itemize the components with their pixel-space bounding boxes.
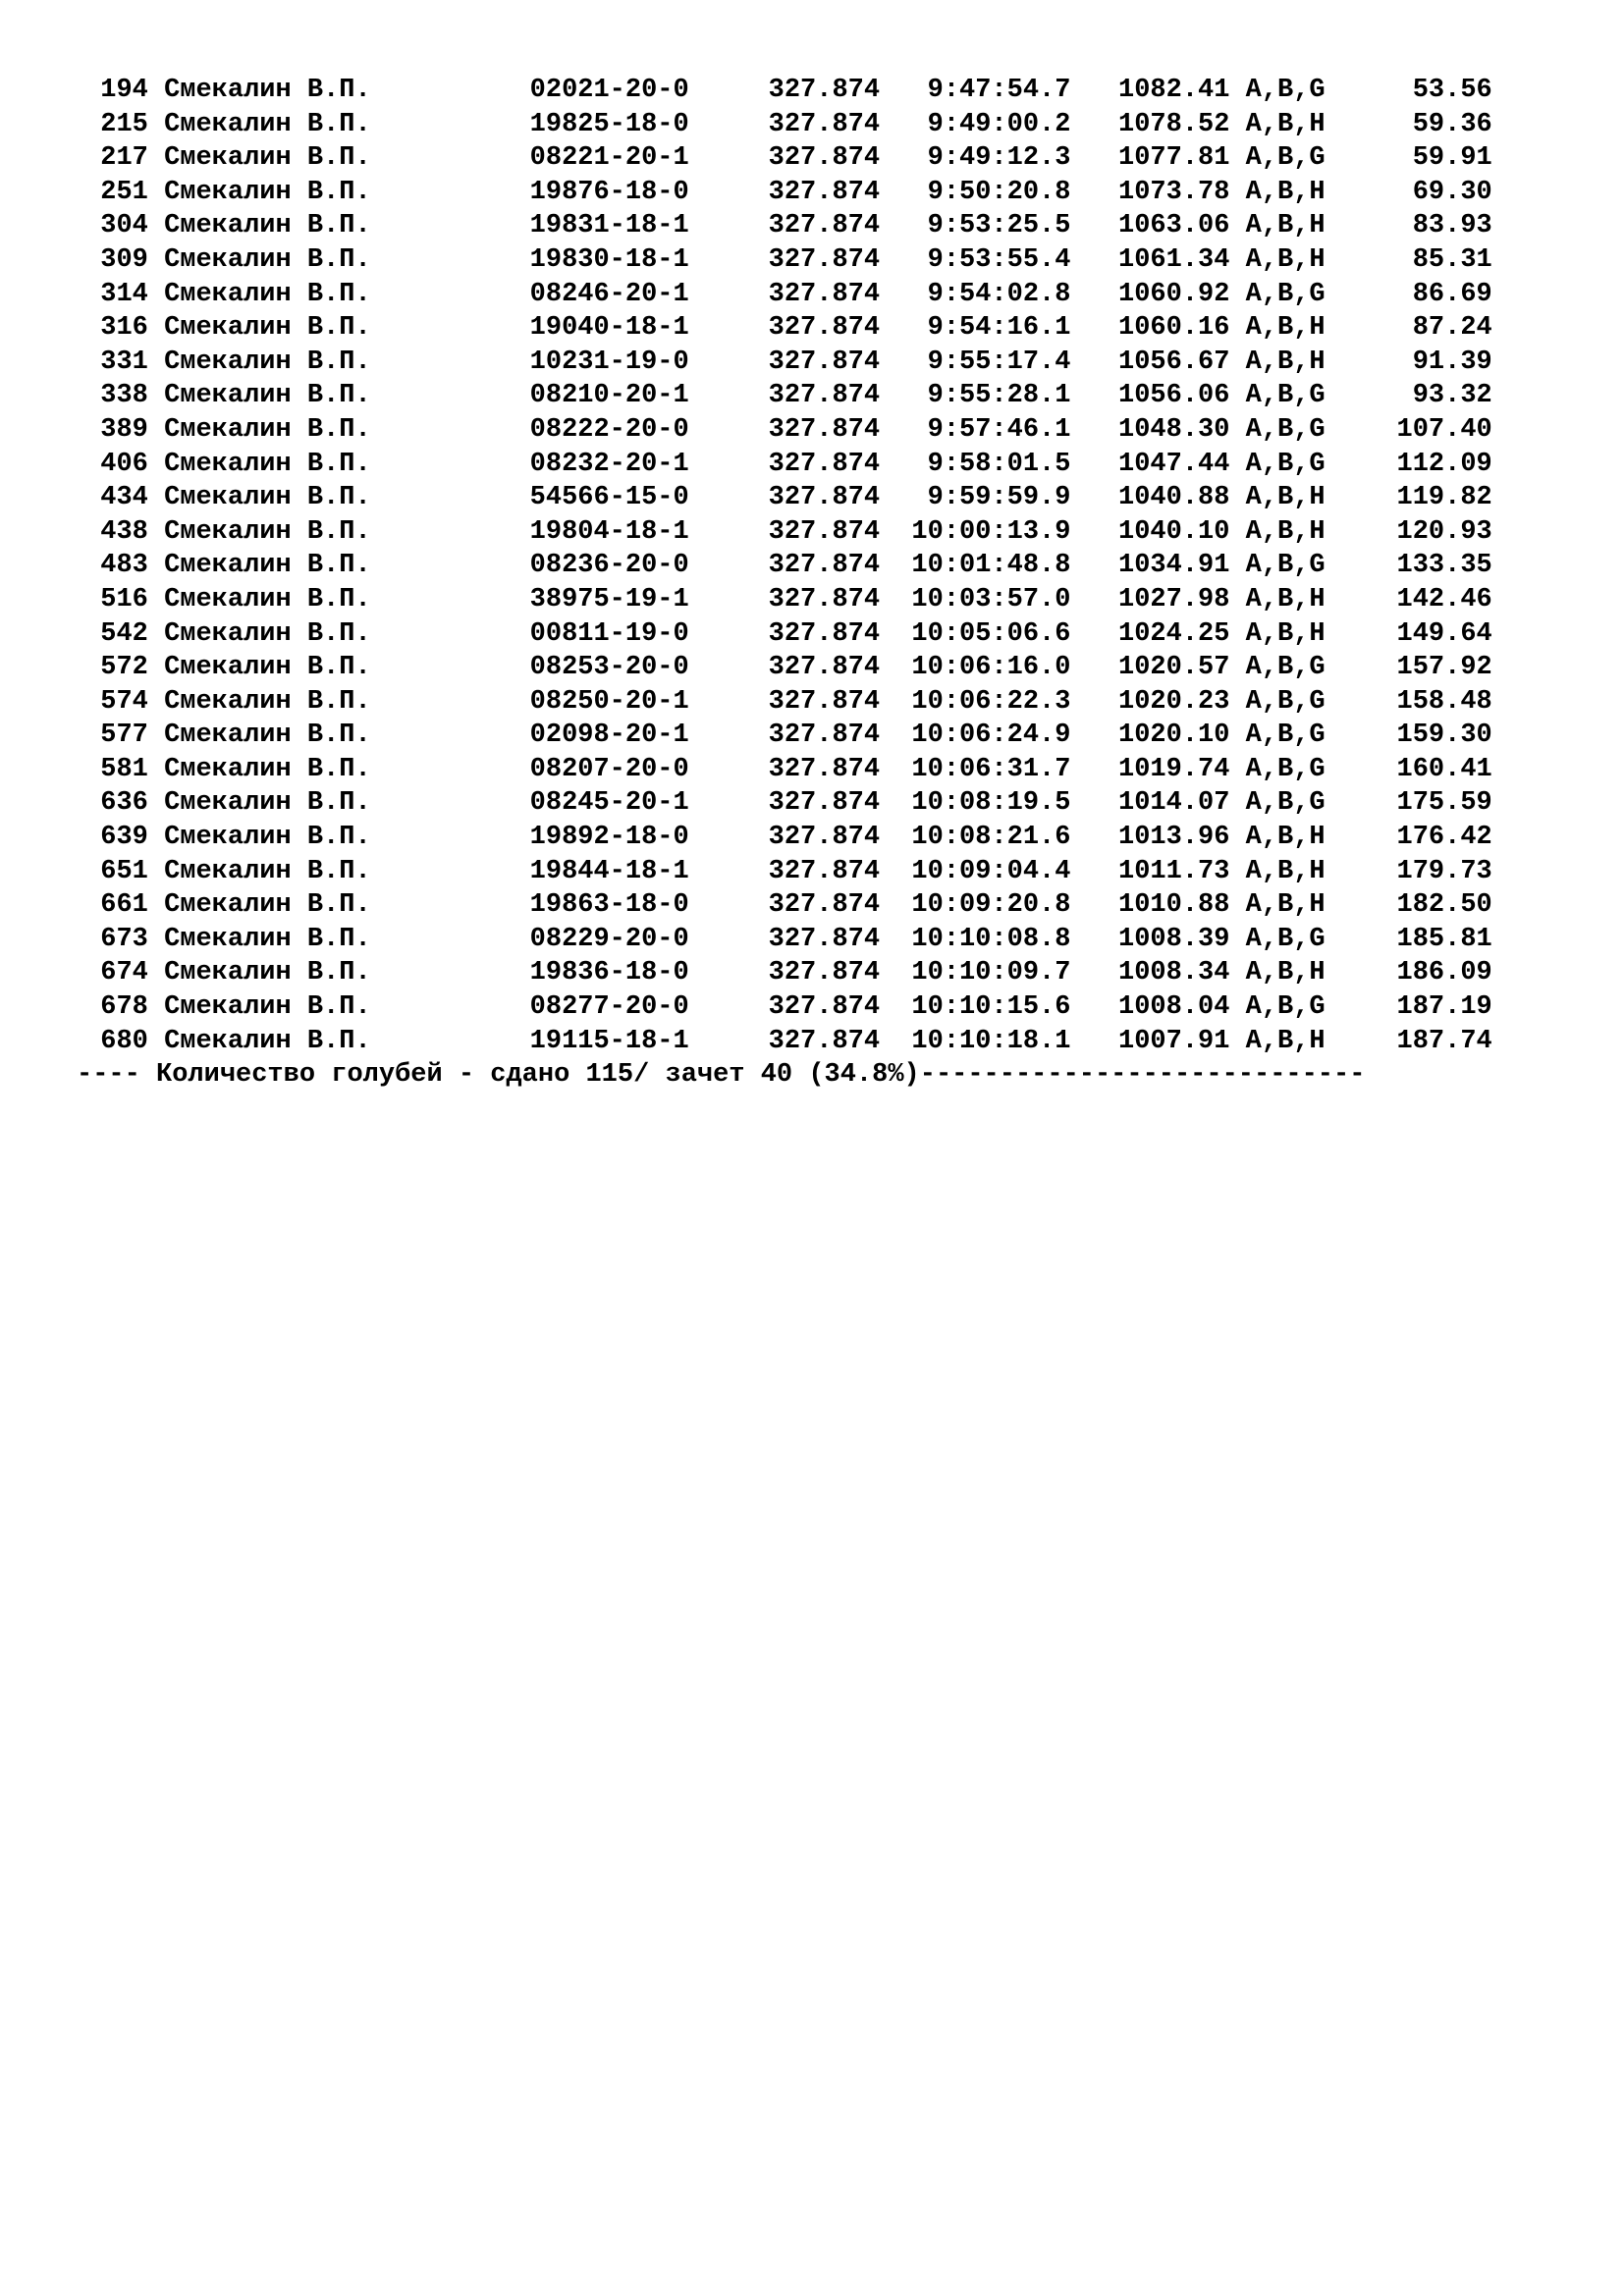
classes-cell: A,B,G (1245, 76, 1326, 105)
speed-cell: 1020.57 (1118, 653, 1230, 683)
ring-number-cell: 19844-18-1 (529, 856, 689, 886)
speed-cell: 1056.06 (1118, 381, 1230, 411)
ring-number-cell: 08236-20-0 (529, 551, 689, 581)
classes-cell: A,B,G (1245, 551, 1326, 581)
coefficient-cell: 185.81 (1396, 924, 1492, 954)
place-cell: 215 (100, 109, 148, 139)
speed-cell: 1014.07 (1118, 788, 1230, 819)
coefficient-cell: 120.93 (1396, 516, 1492, 547)
arrival-time-cell: 10:10:18.1 (911, 1026, 1071, 1056)
place-cell: 636 (100, 788, 148, 819)
classes-cell: A,B,G (1245, 924, 1326, 954)
distance-cell: 327.874 (768, 143, 881, 174)
fancier-name-cell: Смекалин В.П. (164, 244, 371, 275)
distance-cell: 327.874 (768, 551, 881, 581)
result-row (77, 753, 1492, 787)
ring-number-cell: 08277-20-0 (529, 992, 689, 1023)
fancier-name-cell: Смекалин В.П. (164, 653, 371, 683)
arrival-time-cell: 9:53:25.5 (927, 211, 1071, 241)
speed-cell: 1048.30 (1118, 414, 1230, 445)
speed-cell: 1056.67 (1118, 347, 1230, 377)
coefficient-cell: 69.30 (1412, 177, 1492, 207)
coefficient-cell: 107.40 (1396, 414, 1492, 445)
arrival-time-cell: 10:01:48.8 (911, 551, 1071, 581)
classes-cell: A,B,H (1245, 244, 1326, 275)
distance-cell: 327.874 (768, 414, 881, 445)
classes-cell: A,B,H (1245, 483, 1326, 513)
arrival-time-cell: 10:00:13.9 (911, 516, 1071, 547)
distance-cell: 327.874 (768, 516, 881, 547)
fancier-name-cell: Смекалин В.П. (164, 516, 371, 547)
result-row (77, 719, 1492, 753)
distance-cell: 327.874 (768, 721, 881, 751)
arrival-time-cell: 9:54:16.1 (927, 313, 1071, 344)
classes-cell: A,B,H (1245, 347, 1326, 377)
ring-number-cell: 10231-19-0 (529, 347, 689, 377)
result-row (77, 888, 1492, 923)
ring-number-cell: 08210-20-1 (529, 381, 689, 411)
ring-number-cell: 08246-20-1 (529, 279, 689, 309)
result-row (77, 413, 1492, 448)
classes-cell: A,B,H (1245, 109, 1326, 139)
classes-cell: A,B,G (1245, 653, 1326, 683)
ring-number-cell: 19040-18-1 (529, 313, 689, 344)
distance-cell: 327.874 (768, 823, 881, 853)
result-row (77, 448, 1492, 482)
place-cell: 217 (100, 143, 148, 174)
result-row (77, 209, 1492, 243)
speed-cell: 1063.06 (1118, 211, 1230, 241)
result-row (77, 923, 1492, 957)
ring-number-cell: 08207-20-0 (529, 754, 689, 784)
classes-cell: A,B,H (1245, 313, 1326, 344)
coefficient-cell: 112.09 (1396, 449, 1492, 479)
ring-number-cell: 19115-18-1 (529, 1026, 689, 1056)
fancier-name-cell: Смекалин В.П. (164, 483, 371, 513)
coefficient-cell: 59.91 (1412, 143, 1492, 174)
classes-cell: A,B,H (1245, 211, 1326, 241)
coefficient-cell: 59.36 (1412, 109, 1492, 139)
distance-cell: 327.874 (768, 313, 881, 344)
ring-number-cell: 08229-20-0 (529, 924, 689, 954)
coefficient-cell: 157.92 (1396, 653, 1492, 683)
speed-cell: 1008.39 (1118, 924, 1230, 954)
fancier-name-cell: Смекалин В.П. (164, 992, 371, 1023)
result-row (77, 74, 1492, 108)
speed-cell: 1019.74 (1118, 754, 1230, 784)
distance-cell: 327.874 (768, 279, 881, 309)
arrival-time-cell: 9:58:01.5 (927, 449, 1071, 479)
arrival-time-cell: 9:49:12.3 (927, 143, 1071, 174)
distance-cell: 327.874 (768, 788, 881, 819)
distance-cell: 327.874 (768, 1026, 881, 1056)
distance-cell: 327.874 (768, 958, 881, 988)
coefficient-cell: 86.69 (1412, 279, 1492, 309)
coefficient-cell: 187.19 (1396, 992, 1492, 1023)
ring-number-cell: 02098-20-1 (529, 721, 689, 751)
coefficient-cell: 187.74 (1396, 1026, 1492, 1056)
distance-cell: 327.874 (768, 76, 881, 105)
coefficient-cell: 133.35 (1396, 551, 1492, 581)
speed-cell: 1061.34 (1118, 244, 1230, 275)
place-cell: 651 (100, 856, 148, 886)
ring-number-cell: 08250-20-1 (529, 686, 689, 717)
ring-number-cell: 08245-20-1 (529, 788, 689, 819)
result-row (77, 278, 1492, 312)
coefficient-cell: 142.46 (1396, 584, 1492, 614)
classes-cell: A,B,H (1245, 958, 1326, 988)
coefficient-cell: 175.59 (1396, 788, 1492, 819)
fancier-name-cell: Смекалин В.П. (164, 313, 371, 344)
result-row (77, 651, 1492, 685)
arrival-time-cell: 9:54:02.8 (927, 279, 1071, 309)
fancier-name-cell: Смекалин В.П. (164, 823, 371, 853)
arrival-time-cell: 10:10:08.8 (911, 924, 1071, 954)
speed-cell: 1073.78 (1118, 177, 1230, 207)
result-row (77, 821, 1492, 855)
ring-number-cell: 08222-20-0 (529, 414, 689, 445)
coefficient-cell: 182.50 (1396, 890, 1492, 921)
result-row (77, 786, 1492, 821)
place-cell: 309 (100, 244, 148, 275)
result-row (77, 515, 1492, 550)
result-row (77, 855, 1492, 889)
fancier-name-cell: Смекалин В.П. (164, 551, 371, 581)
classes-cell: A,B,G (1245, 449, 1326, 479)
fancier-name-cell: Смекалин В.П. (164, 414, 371, 445)
speed-cell: 1060.16 (1118, 313, 1230, 344)
arrival-time-cell: 9:55:28.1 (927, 381, 1071, 411)
distance-cell: 327.874 (768, 244, 881, 275)
fancier-name-cell: Смекалин В.П. (164, 754, 371, 784)
distance-cell: 327.874 (768, 109, 881, 139)
place-cell: 438 (100, 516, 148, 547)
arrival-time-cell: 10:08:21.6 (911, 823, 1071, 853)
result-row (77, 990, 1492, 1025)
coefficient-cell: 83.93 (1412, 211, 1492, 241)
coefficient-cell: 53.56 (1412, 76, 1492, 105)
classes-cell: A,B,G (1245, 788, 1326, 819)
fancier-name-cell: Смекалин В.П. (164, 856, 371, 886)
arrival-time-cell: 9:49:00.2 (927, 109, 1071, 139)
result-row (77, 685, 1492, 720)
result-row (77, 346, 1492, 380)
coefficient-cell: 179.73 (1396, 856, 1492, 886)
fancier-name-cell: Смекалин В.П. (164, 924, 371, 954)
result-row (77, 141, 1492, 176)
arrival-time-cell: 10:03:57.0 (911, 584, 1071, 614)
coefficient-cell: 186.09 (1396, 958, 1492, 988)
ring-number-cell: 08232-20-1 (529, 449, 689, 479)
distance-cell: 327.874 (768, 483, 881, 513)
place-cell: 516 (100, 584, 148, 614)
distance-cell: 327.874 (768, 618, 881, 649)
speed-cell: 1024.25 (1118, 618, 1230, 649)
coefficient-cell: 93.32 (1412, 381, 1492, 411)
place-cell: 389 (100, 414, 148, 445)
coefficient-cell: 149.64 (1396, 618, 1492, 649)
fancier-name-cell: Смекалин В.П. (164, 109, 371, 139)
arrival-time-cell: 10:06:16.0 (911, 653, 1071, 683)
place-cell: 314 (100, 279, 148, 309)
speed-cell: 1060.92 (1118, 279, 1230, 309)
arrival-time-cell: 9:47:54.7 (927, 76, 1071, 105)
fancier-name-cell: Смекалин В.П. (164, 177, 371, 207)
place-cell: 316 (100, 313, 148, 344)
arrival-time-cell: 9:53:55.4 (927, 244, 1071, 275)
arrival-time-cell: 10:05:06.6 (911, 618, 1071, 649)
place-cell: 194 (100, 76, 148, 105)
speed-cell: 1082.41 (1118, 76, 1230, 105)
speed-cell: 1040.10 (1118, 516, 1230, 547)
ring-number-cell: 19836-18-0 (529, 958, 689, 988)
arrival-time-cell: 10:09:04.4 (911, 856, 1071, 886)
coefficient-cell: 176.42 (1396, 823, 1492, 853)
result-row (77, 108, 1492, 142)
classes-cell: A,B,H (1245, 516, 1326, 547)
place-cell: 542 (100, 618, 148, 649)
distance-cell: 327.874 (768, 211, 881, 241)
fancier-name-cell: Смекалин В.П. (164, 347, 371, 377)
place-cell: 304 (100, 211, 148, 241)
place-cell: 331 (100, 347, 148, 377)
classes-cell: A,B,G (1245, 721, 1326, 751)
speed-cell: 1078.52 (1118, 109, 1230, 139)
place-cell: 678 (100, 992, 148, 1023)
result-row (77, 1025, 1492, 1059)
classes-cell: A,B,H (1245, 856, 1326, 886)
fancier-name-cell: Смекалин В.П. (164, 721, 371, 751)
ring-number-cell: 19876-18-0 (529, 177, 689, 207)
fancier-name-cell: Смекалин В.П. (164, 890, 371, 921)
speed-cell: 1007.91 (1118, 1026, 1230, 1056)
arrival-time-cell: 10:09:20.8 (911, 890, 1071, 921)
speed-cell: 1047.44 (1118, 449, 1230, 479)
speed-cell: 1077.81 (1118, 143, 1230, 174)
place-cell: 661 (100, 890, 148, 921)
result-row (77, 583, 1492, 617)
result-row (77, 379, 1492, 413)
fancier-name-cell: Смекалин В.П. (164, 76, 371, 105)
fancier-name-cell: Смекалин В.П. (164, 788, 371, 819)
distance-cell: 327.874 (768, 992, 881, 1023)
distance-cell: 327.874 (768, 177, 881, 207)
distance-cell: 327.874 (768, 890, 881, 921)
fancier-name-cell: Смекалин В.П. (164, 449, 371, 479)
place-cell: 406 (100, 449, 148, 479)
arrival-time-cell: 9:57:46.1 (927, 414, 1071, 445)
speed-cell: 1027.98 (1118, 584, 1230, 614)
ring-number-cell: 19892-18-0 (529, 823, 689, 853)
result-row (77, 956, 1492, 990)
arrival-time-cell: 9:59:59.9 (927, 483, 1071, 513)
result-row (77, 481, 1492, 515)
ring-number-cell: 00811-19-0 (529, 618, 689, 649)
coefficient-cell: 159.30 (1396, 721, 1492, 751)
ring-number-cell: 19804-18-1 (529, 516, 689, 547)
fancier-name-cell: Смекалин В.П. (164, 211, 371, 241)
ring-number-cell: 19830-18-1 (529, 244, 689, 275)
speed-cell: 1013.96 (1118, 823, 1230, 853)
coefficient-cell: 119.82 (1396, 483, 1492, 513)
ring-number-cell: 08221-20-1 (529, 143, 689, 174)
place-cell: 251 (100, 177, 148, 207)
result-row (77, 311, 1492, 346)
classes-cell: A,B,G (1245, 381, 1326, 411)
arrival-time-cell: 10:10:09.7 (911, 958, 1071, 988)
classes-cell: A,B,G (1245, 686, 1326, 717)
classes-cell: A,B,H (1245, 1026, 1326, 1056)
arrival-time-cell: 10:06:31.7 (911, 754, 1071, 784)
fancier-name-cell: Смекалин В.П. (164, 1026, 371, 1056)
coefficient-cell: 160.41 (1396, 754, 1492, 784)
fancier-name-cell: Смекалин В.П. (164, 584, 371, 614)
place-cell: 639 (100, 823, 148, 853)
coefficient-cell: 91.39 (1412, 347, 1492, 377)
place-cell: 338 (100, 381, 148, 411)
classes-cell: A,B,H (1245, 890, 1326, 921)
distance-cell: 327.874 (768, 856, 881, 886)
arrival-time-cell: 10:06:22.3 (911, 686, 1071, 717)
distance-cell: 327.874 (768, 381, 881, 411)
speed-cell: 1020.23 (1118, 686, 1230, 717)
results-list (77, 74, 1492, 1093)
coefficient-cell: 85.31 (1412, 244, 1492, 275)
ring-number-cell: 54566-15-0 (529, 483, 689, 513)
ring-number-cell: 38975-19-1 (529, 584, 689, 614)
classes-cell: A,B,G (1245, 414, 1326, 445)
distance-cell: 327.874 (768, 449, 881, 479)
place-cell: 581 (100, 754, 148, 784)
result-row (77, 176, 1492, 210)
ring-number-cell: 02021-20-0 (529, 76, 689, 105)
fancier-name-cell: Смекалин В.П. (164, 381, 371, 411)
coefficient-cell: 158.48 (1396, 686, 1492, 717)
distance-cell: 327.874 (768, 584, 881, 614)
fancier-name-cell: Смекалин В.П. (164, 686, 371, 717)
classes-cell: A,B,G (1245, 754, 1326, 784)
place-cell: 572 (100, 653, 148, 683)
summary-footer: ---- Количество голубей - сдано 115/ зачет 40 (34.8%)---------------------------- (77, 1060, 1366, 1091)
fancier-name-cell: Смекалин В.П. (164, 279, 371, 309)
distance-cell: 327.874 (768, 347, 881, 377)
ring-number-cell: 19863-18-0 (529, 890, 689, 921)
result-row (77, 549, 1492, 583)
arrival-time-cell: 10:10:15.6 (911, 992, 1071, 1023)
coefficient-cell: 87.24 (1412, 313, 1492, 344)
place-cell: 673 (100, 924, 148, 954)
speed-cell: 1008.34 (1118, 958, 1230, 988)
place-cell: 574 (100, 686, 148, 717)
speed-cell: 1040.88 (1118, 483, 1230, 513)
place-cell: 680 (100, 1026, 148, 1056)
arrival-time-cell: 9:50:20.8 (927, 177, 1071, 207)
fancier-name-cell: Смекалин В.П. (164, 958, 371, 988)
speed-cell: 1034.91 (1118, 551, 1230, 581)
ring-number-cell: 19831-18-1 (529, 211, 689, 241)
arrival-time-cell: 10:06:24.9 (911, 721, 1071, 751)
classes-cell: A,B,H (1245, 618, 1326, 649)
distance-cell: 327.874 (768, 754, 881, 784)
ring-number-cell: 08253-20-0 (529, 653, 689, 683)
fancier-name-cell: Смекалин В.П. (164, 618, 371, 649)
result-row (77, 243, 1492, 278)
speed-cell: 1008.04 (1118, 992, 1230, 1023)
distance-cell: 327.874 (768, 686, 881, 717)
place-cell: 577 (100, 721, 148, 751)
distance-cell: 327.874 (768, 924, 881, 954)
distance-cell: 327.874 (768, 653, 881, 683)
result-row (77, 617, 1492, 652)
fancier-name-cell: Смекалин В.П. (164, 143, 371, 174)
ring-number-cell: 19825-18-0 (529, 109, 689, 139)
place-cell: 674 (100, 958, 148, 988)
arrival-time-cell: 9:55:17.4 (927, 347, 1071, 377)
place-cell: 434 (100, 483, 148, 513)
speed-cell: 1010.88 (1118, 890, 1230, 921)
classes-cell: A,B,H (1245, 823, 1326, 853)
speed-cell: 1020.10 (1118, 721, 1230, 751)
classes-cell: A,B,H (1245, 177, 1326, 207)
classes-cell: A,B,G (1245, 992, 1326, 1023)
place-cell: 483 (100, 551, 148, 581)
classes-cell: A,B,H (1245, 584, 1326, 614)
speed-cell: 1011.73 (1118, 856, 1230, 886)
classes-cell: A,B,G (1245, 143, 1326, 174)
classes-cell: A,B,G (1245, 279, 1326, 309)
arrival-time-cell: 10:08:19.5 (911, 788, 1071, 819)
